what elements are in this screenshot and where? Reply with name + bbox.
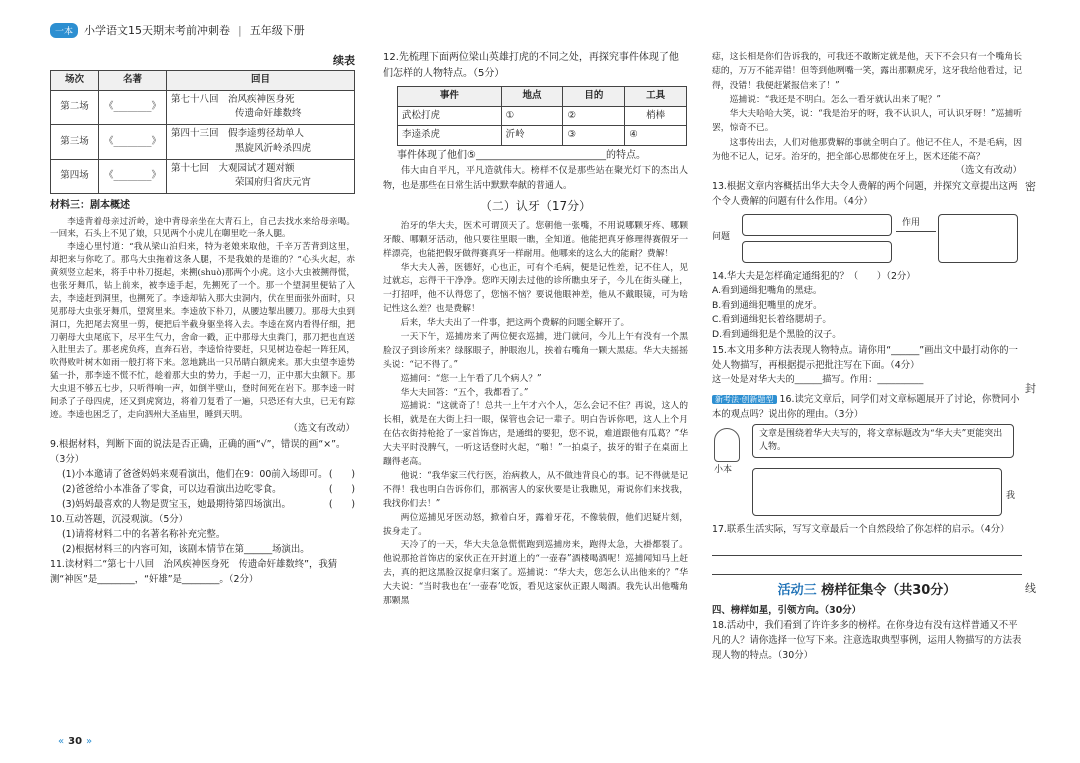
q10-item[interactable]: (2)根据材料三的内容可知，该剧本情节在第______场演出。: [62, 543, 310, 555]
chapter-title-2: 黑旋风沂岭杀四虎: [235, 142, 312, 154]
story-para: 痣，这长相是你们告诉我的，可我还不敢断定就是他，天下不会只有一个嘴角长痣的，万万不能弄错！但等到他咧嘴一笑，露出那颗虎牙，这牙我给他看过，记得，没错！我便赶紧报信来了！”: [712, 52, 1022, 91]
q17-text: 17.联系生活实际，写写文章最后一个自然段给了你怎样的启示。（4分）: [712, 523, 1010, 535]
section-title: （二）认牙（17分）: [479, 199, 592, 214]
story-para: 两位巡捕见牙医动怒，掀着白牙，露着牙花，不像装假，他们迟疑片刻，拔身走了。: [383, 512, 688, 537]
brand-logo: 一本: [50, 23, 78, 38]
question-12: [383, 50, 688, 82]
chapter-cell: [167, 159, 355, 193]
activity-name: 榜样征集令（共30分）: [821, 582, 957, 598]
arrow-line: [896, 231, 936, 232]
answer-line[interactable]: [712, 559, 1022, 575]
header-separator: |: [238, 23, 242, 37]
chapter-title-1: 假李逵剪径劫单人: [228, 128, 305, 140]
story-para: 巡捕问：“您一上午看了几个病人？”: [400, 373, 542, 384]
q15-tail[interactable]: 这一处是对华大夫的______描写。作用：__________: [712, 373, 924, 385]
question-16: [712, 392, 1022, 422]
page-number-value: 30: [68, 736, 83, 747]
q14-option[interactable]: A.看到通缉犯嘴角的黑痣。: [712, 284, 823, 296]
q10-item: (1)请将材料二中的名著名称补充完整。: [62, 528, 226, 540]
q9-item: [50, 497, 355, 512]
binding-mark: 密: [1025, 180, 1036, 193]
right-column: [712, 0, 1022, 763]
chapter-title-2: 荣国府归省庆元宵: [235, 177, 312, 189]
table-header: 地点: [501, 87, 563, 107]
table-header: 目的: [563, 87, 625, 107]
material3-para: 李逵背着母亲过沂岭，途中背母亲坐在大青石上，自己去找水来给母亲喝。一回来，石头上不见了娘，只见两个小虎儿在啣里吃一条人腿。: [50, 216, 355, 240]
q14-option[interactable]: D.看到通缉犯是个黑脸的汉子。: [712, 329, 842, 341]
book-blank[interactable]: 《________》: [99, 125, 167, 159]
program-table: [50, 70, 355, 194]
q13-text: 13.根据文章内容概括出华大夫令人费解的两个问题，并探究文章提出这两个令人费解的问题有什么作用。（4分）: [712, 180, 1018, 207]
table-row: [398, 106, 687, 126]
material3-para: 李逵心里忖道：“我从梁山泊归来，特为老娘来取他，千辛万苦背到这里，却把来与你吃了。那鸟大虫拖着这条人腿，不是我娘的是谁的？”心头火起，赤黄须竖立起来，将手中朴刀挺起，来搠(shuò)那两个小虎。这小大虫被搠得慌，也张牙舞爪，钻上前来，被李逵手起，先搠死了一个。那一个望洞里便钻了入去，李逵赶到洞里，也搠死了。李逵却钻入那大虫洞内，伏在里面张外面时，只见那母大虫张牙舞爪，望窝里来。李逵放下朴刀，从腰边掣出腰刀。那母大虫到洞口，先把尾去窝里一剪，便把后半截身躯坐将入去。李逵在窝内看得仔细，把刀朝母大虫尾底下，尽平生气力，舍命一戳，正中那母大虫粪门，那刀把也直送入肚里去了。那老虎负疼，直奔石岩，李逵恰待要赶，只见树边卷起一阵狂风，吹得败叶树木如雨一般打将下来。忽地跳出一只吊睛白额虎来。那大虫望李逵势猛一扑，那李逵不慌不忙，趁着那大虫的势力，手起一刀，正中那大虫额下。那大虫退不够五七步，只听得响一声，如倒半壁山，登时间死在岩下。那李逵一时间杀了子母四虎，还又到虎窝边，将着刀复看了一遍，只恐还有大虫，已无有踪迹。李逵也困乏了，走向泗州大圣庙里，睡到天明。: [50, 242, 355, 420]
activity-label: 活动三: [777, 582, 817, 598]
story-para: 华大夫哈哈大笑，说：“我是治牙的呀，我不认识人，可认识牙呀！”巡捕听罢，惊奇不已。: [712, 109, 1022, 134]
story-para: 他说：“我华家三代行医，治病救人，从不做违背良心的事。记不得就是记不得！我也明白告诉你们，那祸害人的家伙要是让我瞧见，甭说你们来找我，我找你们去！”: [383, 470, 688, 509]
chapter-no: 第四十三回: [171, 128, 219, 140]
book-title: 小学语文15天期末考前冲刺卷: [84, 24, 231, 37]
binding-mark: 封: [1025, 382, 1036, 395]
table-header: 名著: [99, 71, 167, 91]
q12-table: [397, 86, 687, 146]
new-type-tag: 新考法·创新题型: [712, 395, 777, 404]
table-cell[interactable]: ①: [501, 106, 563, 126]
table-header: 场次: [51, 71, 99, 91]
story-para: 华大夫人善，医德好，心也正，可有个毛病，便是记性差，记不住人，见过就忘，忘得干干净净。您昨天刚去过他的诊所瞧虫牙子，今儿在街头碰上，一打招呼，他不认得您了，您恼不恼？要说他眼神差，他从不戴眼镜，可为啥记性这么差？也是费解！: [383, 262, 688, 315]
page-number: « 30 »: [58, 736, 93, 747]
continued-label: 续表: [333, 54, 355, 67]
q9-item: [50, 482, 355, 497]
speech-bubble: 文章是围绕着华大夫写的，将文章标题改为“华大夫”更能突出人物。: [752, 424, 1014, 458]
grade-label: 五年级下册: [249, 24, 305, 37]
scene-cell: 第四场: [51, 159, 99, 193]
table-row: [398, 126, 687, 146]
story-source: （选文有改动）: [955, 165, 1022, 176]
table-cell[interactable]: ③: [563, 126, 625, 146]
me-label: 我: [1006, 490, 1016, 501]
answer-paren[interactable]: ( ): [328, 498, 355, 510]
answer-line[interactable]: [712, 540, 1022, 556]
q10-text: 10.互动答题，沉浸观演。（5分）: [50, 513, 189, 525]
binding-mark: 线: [1025, 582, 1036, 595]
q15-text: 15.本文用多种方法表现人物特点。请你用“______”画出文中最打动你的一处人物描写，再根据提示把批注写在下面。（4分）: [712, 344, 1018, 371]
scene-cell: 第三场: [51, 125, 99, 159]
table-cell: 李逵杀虎: [398, 126, 502, 146]
book-blank[interactable]: 《________》: [99, 159, 167, 193]
story-para: 这事传出去，人们对他那费解的事就全明白了。他记不住人，不是毛病，因为他不记人，记牙。治牙的，把全部心思都使在牙上，医术还能不高？: [712, 137, 1022, 162]
section4-title: 四、榜样如星，引领方向。（30分）: [712, 604, 861, 616]
chapter-cell: [167, 125, 355, 159]
chapter-title-1: 大观园试才题对额: [218, 162, 295, 174]
q13-label-use: 作用: [902, 217, 921, 228]
table-row: [51, 90, 355, 124]
q13-label-question: 问题: [712, 231, 731, 242]
student-avatar-icon: [714, 428, 740, 462]
q9-item: [50, 467, 355, 482]
q9-item-text: (2)爸爸给小本准备了零食，可以边看演出边吃零食。: [62, 483, 282, 495]
answer-box[interactable]: [742, 241, 892, 263]
scene-cell: 第二场: [51, 90, 99, 124]
answer-box[interactable]: [742, 214, 892, 236]
question-9: [50, 437, 355, 587]
answer-paren[interactable]: ( ): [328, 483, 355, 495]
story-para: 后来，华大夫出了一件事，把这两个费解的问题全解开了。: [400, 318, 630, 329]
intro-text: 伟大由自平凡，平凡造就伟大。榜样不仅是那些站在聚光灯下的杰出人物，也是那些在日常生活中默默奉献的普通人。: [383, 166, 688, 191]
q16-dialog: [712, 422, 1022, 522]
q13-diagram: [712, 211, 1022, 267]
q18-text: 18.活动中，我们看到了许许多多的榜样。在你身边有没有这样普通又不平凡的人？请你选择一位写下来。注意选取典型事例，运用人物描写的方法表现人物的特点。（30分）: [712, 619, 1022, 661]
story-para: 华大夫回答：“五个，我都看了。”: [400, 387, 529, 398]
material3-title: 材料三：剧本概述: [50, 200, 130, 212]
table-header: 回目: [167, 71, 355, 91]
chapter-title-1: 治风疾神医身死: [228, 93, 295, 105]
q12-text: 12.先梳理下面两位梁山英雄打虎的不同之处，再探究事件体现了他们怎样的人物特点。（5分）: [383, 52, 679, 79]
answer-box[interactable]: [938, 214, 1018, 263]
table-cell[interactable]: ④: [625, 126, 687, 146]
q14-option[interactable]: C.看到通缉犯长着络腮胡子。: [712, 314, 832, 326]
q9-item-text: (3)妈妈最喜欢的人物是贾宝玉，她最期待第四场演出。: [62, 498, 291, 510]
answer-paren[interactable]: ( ): [328, 468, 355, 480]
chapter-cell: [167, 90, 355, 124]
middle-column: [383, 0, 688, 763]
chapter-no: 第十七回: [171, 162, 210, 174]
table-cell: 武松打虎: [398, 106, 502, 126]
table-header: 事件: [398, 87, 502, 107]
q12-tail[interactable]: 事件体现了他们⑤__________________________的特点。: [397, 150, 646, 162]
table-row: [51, 125, 355, 159]
q9-text: 9.根据材料，判断下面的说法是否正确，正确的画“√”，错误的画“×”。（3分）: [50, 438, 346, 465]
book-blank[interactable]: 《________》: [99, 90, 167, 124]
table-row: [51, 159, 355, 193]
story-para: 治牙的华大夫，医术可谓顶天了。您朝他一张嘴，不用说哪颗牙疼、哪颗牙酸、哪颗牙活动，他只要往里眼一瞧，全知道。他能把真牙修理得赛假牙一样漂亮，也能把假牙做得赛真牙一样耐用。他哪来的这么大的能耐？费解！: [383, 220, 688, 259]
story-para: 天冷了的一天，华大夫急急慌慌跑到巡捕房来，跑得太急，大褂都裂了。他说那抢首饰店的家伙正在开封道上的“一壶春”酒楼喝酒呢！巡捕闻知马上赶去，真的把这黑脸汉捉拿归案了。巡捕说：“华大夫，您怎么认出他来的？”华大夫说：“当时我也在‘一壶春’吃饭，看见这家伙正跟人喝酒。我先认出他嘴角那颗黑: [383, 540, 688, 606]
table-cell: 沂岭: [501, 126, 563, 146]
q14-text: 14.华大夫是怎样确定通缉犯的？（ ）（2分）: [712, 270, 916, 282]
story-para: 一天下午，巡捕房来了两位便衣巡捕，进门就问，今儿上午有没有一个黑脸汉子到诊所来？绿豚眼子，肿眼泡儿，挨着右嘴角一颗大黑痣。华大夫摇摇头说：“记不得了。”: [383, 332, 688, 370]
table-header: 工具: [625, 87, 687, 107]
q16-text: 16.读完文章后，同学们对文章标题展开了讨论，你赞同小本的观点吗？说出你的理由。（3分）: [712, 393, 1020, 420]
q9-item-text: (1)小本邀请了爸爸妈妈来观看演出，他们在9：00前入场即可。: [62, 468, 328, 480]
left-column: [50, 0, 355, 763]
answer-bubble[interactable]: [752, 468, 1002, 516]
chapter-title-2: 传遗命奸雄数终: [235, 108, 302, 120]
activity-title: [712, 581, 1022, 601]
table-cell: 梢棒: [625, 106, 687, 126]
q14-option[interactable]: B.看到通缉犯嘴里的虎牙。: [712, 299, 823, 311]
material3-source: （选文有改动）: [288, 422, 355, 434]
story-para: 巡捕说：“我还是不明白。怎么一看牙就认出来了呢？”: [729, 94, 941, 105]
story-para: 巡捕说：“这就奇了！总共一上午才六个人，怎么会记不住？再说，这人的长相，就是在大街上扫一眼，保管也会记一辈子。明白告诉你吧，这人上个月在估衣街持枪抢了一家首饰店，是通缉的要犯，您不说，难道跟他有瓜葛？”华大夫平时没脾气，一听这话登时火起，“啪！”一拍桌子，拔牙的钳子在桌面上蹦得老高。: [383, 401, 688, 468]
q11-text[interactable]: 11.读材料二“第七十八回 治风疾神医身死 传遗命奸雄数终”，我猜测“神医”是________，“奸雄”是________。（2分）: [50, 558, 338, 585]
chapter-no: 第七十八回: [171, 93, 219, 105]
student-name: 小本: [714, 464, 733, 475]
table-cell[interactable]: ②: [563, 106, 625, 126]
